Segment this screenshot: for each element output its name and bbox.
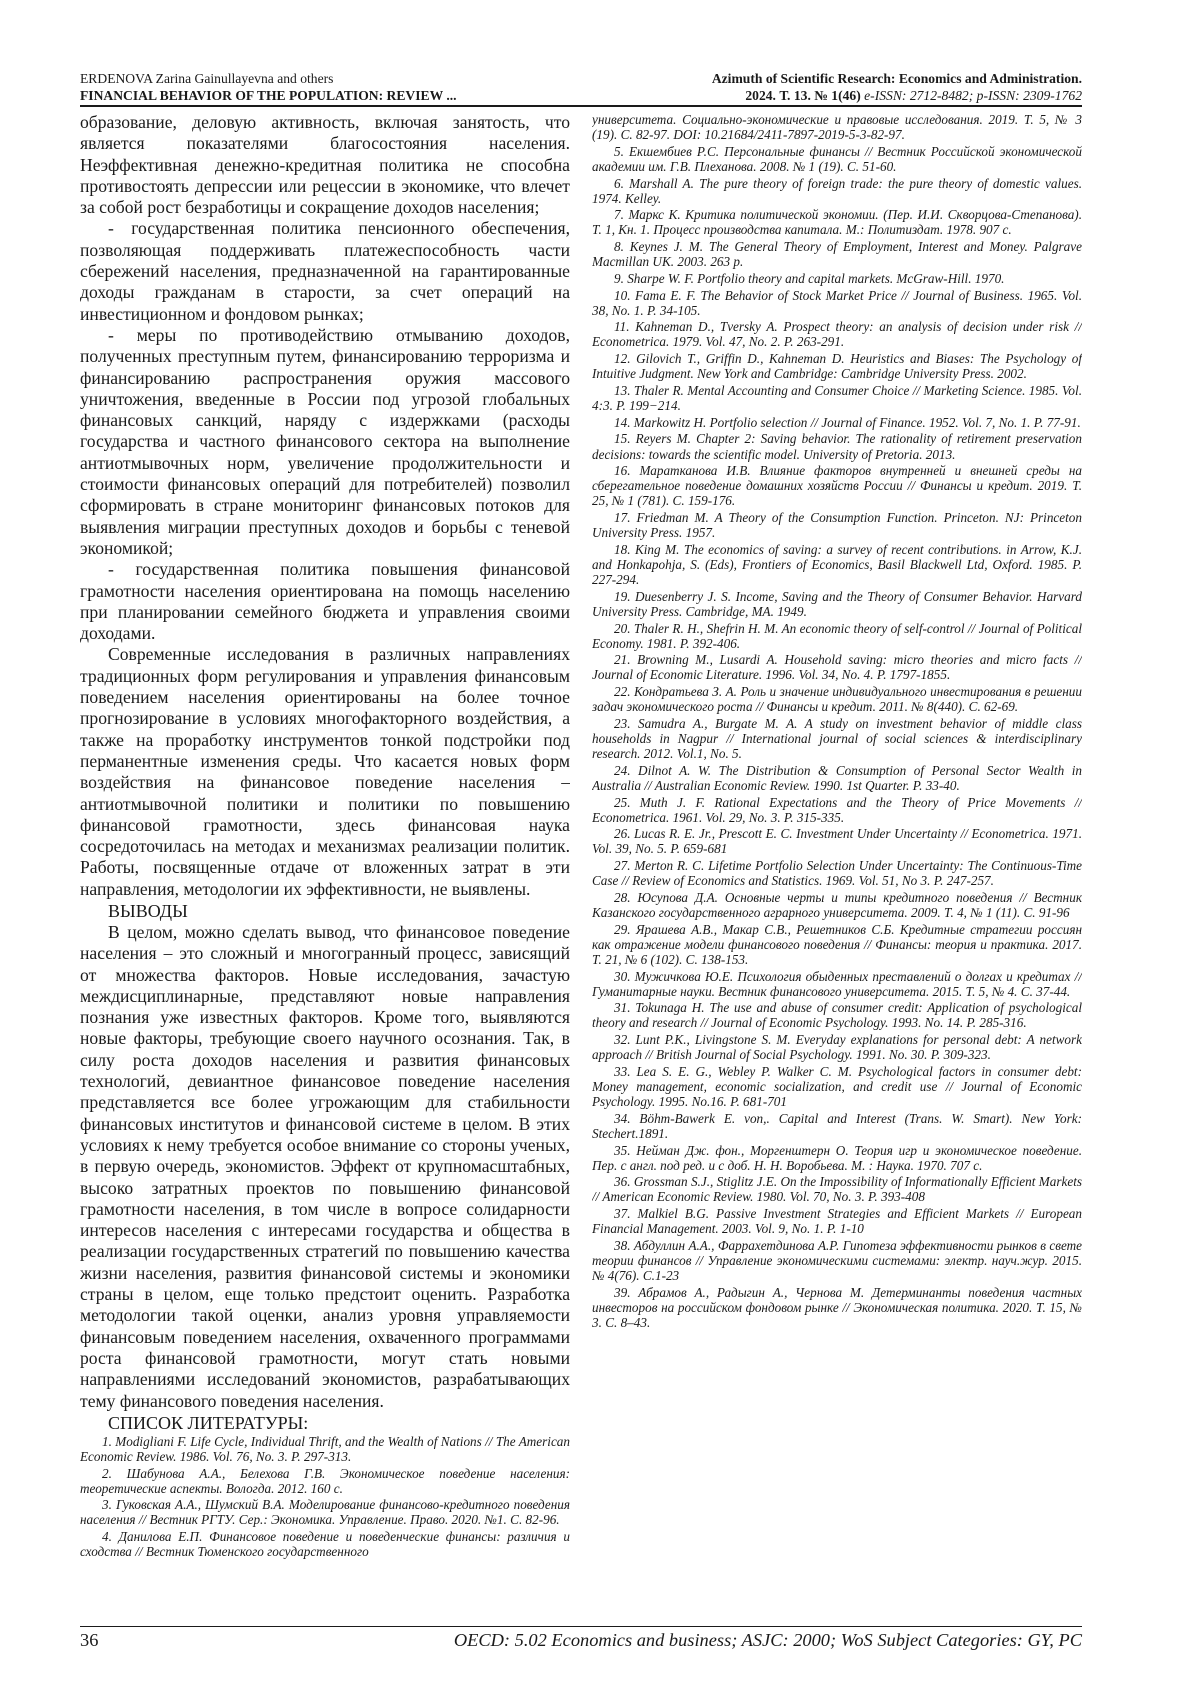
body-paragraph: - государственная политика повышения финансовой грамотности населения ориентирована на помощь населению при планировании семейного бюджета и управления своими доходами. [80,559,570,644]
header-journal-name: Azimuth of Scientific Research: Economics and Administration. [711,71,1082,86]
reference-item: 31. Tokunaga H. The use and abuse of consumer credit: Application of psychological theory and research // Journal of Economic Psychology. 1993. No. 14. P. 285-316. [592,1000,1082,1031]
reference-item: 28. Юсупова Д.А. Основные черты и типы кредитного поведения // Вестник Казанского государственного аграрного университета. 2009. Т. 4, № 1 (11). С. 91-96 [592,889,1082,920]
reference-list-right [592,112,1082,1330]
reference-item: 10. Fama E. F. The Behavior of Stock Market Price // Journal of Business. 1965. Vol. 38, No. 1. P. 34-105. [592,287,1082,318]
reference-item: 17. Friedman M. A Theory of the Consumption Function. Princeton. NJ: Princeton University Press. 1957. [592,510,1082,541]
reference-item: 15. Reyers M. Chapter 2: Saving behavior. The rationality of retirement preservation decisions: towards the scientific model. University of Pretoria. 2013. [592,431,1082,462]
reference-item: 19. Duesenberry J. S. Income, Saving and the Theory of Consumer Behavior. Harvard University Press. Cambridge, MA. 1949. [592,588,1082,619]
reference-item: 4. Данилова Е.П. Финансовое поведение и поведенческие финансы: различия и сходства // Вестник Тюменского государственного [80,1529,570,1560]
body-paragraph: образование, деловую активность, включая занятость, что является показателями благосостояния населения. Неэффективная денежно-кредитная политика не способна противостоять депрессии или рецессии в экономике, что влечет за собой рост безработицы и сокращение доходов населения; [80,112,570,218]
reference-item: 9. Sharpe W. F. Portfolio theory and capital markets. McGraw-Hill. 1970. [614,270,1005,286]
reference-item: 35. Нейман Дж. фон., Моргенштерн О. Теория игр и экономическое поведение. Пер. с англ. под ред. и с доб. Н. Н. Воробьева. М. : Наука. 1970. 707 с. [592,1142,1082,1173]
reference-item: 13. Thaler R. Mental Accounting and Consumer Choice // Marketing Science. 1985. Vol. 4:3. P. 199−214. [592,382,1082,414]
references-heading: СПИСОК ЛИТЕРАТУРЫ: [108,1412,309,1433]
reference-item: 23. Samudra A., Burgate M. A. A study on investment behavior of middle class households in Nagpur // International journal of social sciences & interdisciplinary research. 2012. Vol.1, No. 5. [592,715,1082,762]
reference-item: 29. Ярашева А.В., Макар С.В., Решетников С.Б. Кредитные стратегии россиян как отражение модели финансового поведения // Финансы: теория и практика. 2017. Т. 21, № 6 (102). С. 138-153. [592,921,1082,967]
header-issn: e-ISSN: 2712-8482; p-ISSN: 2309-1762 [860,88,1082,103]
reference-item: 18. King M. The economics of saving: a survey of recent contributions. in Arrow, K.J. and Honkapohja, S. (Eds), Frontiers of Economics, Basil Blackwell Ltd, Oxford. 1985. P. 227-294. [592,541,1082,588]
reference-item: 39. Абрамов А., Радыгин А., Чернова М. Детерминанты поведения частных инвесторов на российском фондовом рынке // Экономическая политика. 2020. Т. 15, № 3. С. 8–43. [592,1284,1082,1330]
reference-item: 36. Grossman S.J., Stiglitz J.E. On the Impossibility of Informationally Efficient Markets // American Economic Review. 1980. Vol. 70, No. 3. P. 393-408 [592,1174,1082,1205]
subject-classification: OECD: 5.02 Economics and business; ASJC: 2000; WoS Subject Categories: GY, PC [453,1630,1082,1650]
reference-item: 24. Dilnot A. W. The Distribution & Consumption of Personal Sector Wealth in Australia // Australian Economic Review. 1990. 1st Quarter. P. 33-40. [592,762,1082,793]
body-text [80,112,570,900]
left-column [80,112,570,1620]
header-article-title: FINANCIAL BEHAVIOR OF THE POPULATION: REVIEW ... [80,88,457,103]
reference-item: 37. Malkiel B.G. Passive Investment Strategies and Efficient Markets // European Financial Management. 2003. Vol. 9, No. 1. P. 1-10 [592,1206,1082,1237]
running-header [80,70,1082,104]
header-left [80,70,457,104]
conclusions-text [80,922,570,1412]
journal-page [80,0,1082,1697]
right-column [592,112,1082,1620]
reference-item: 7. Маркс К. Критика политической экономии. (Пер. И.И. Скворцова-Степанова). Т. 1, Кн. 1. Процесс производства капитала. М.: Политиздат. 1978. 907 с. [592,207,1082,238]
reference-item: 6. Marshall A. The pure theory of foreign trade: the pure theory of domestic values. 1974. Kelley. [592,175,1082,206]
header-rule [80,105,1082,107]
body-paragraph: - государственная политика пенсионного обеспечения, позволяющая поддерживать платежеспособность части сбережений населения, предназначенной на гарантированные доходы гражданам в старости, за счет операций на инвестиционном и фондовом рынках; [80,218,570,324]
page-number: 36 [80,1630,99,1650]
reference-list-left [80,1434,570,1560]
conclusions-heading: ВЫВОДЫ [108,900,188,921]
reference-item: 16. Маратканова И.В. Влияние факторов внутренней и внешней среды на сберегательное поведение домашних хозяйств России // Финансы и кредит. 2019. Т. 25, № 1 (781). С. 159-176. [592,463,1082,509]
reference-item: 26. Lucas R. E. Jr., Prescott E. C. Investment Under Uncertainty // Econometrica. 1971. Vol. 39, No. 5. P. 659-681 [592,826,1082,857]
body-paragraph: - меры по противодействию отмыванию доходов, полученных преступным путем, финансированию терроризма и финансированию распространения оружия массового уничтожения, введенные в России под угрозой глобальных финансовых санкций, наряду с издержками (расходы государства и частного финансового сектора на выполнение антиотмывочных норм, увеличение продолжительности и стоимости финансовых операций для потребителей) позволил сформировать в стране мониторинг финансовых потоков для выявления миграции преступных доходов и борьбы с теневой экономикой; [80,324,570,558]
header-issue-line [712,87,1082,104]
reference-item: 3. Гуковская А.А., Шумский В.А. Моделирование финансово-кредитного поведения населения // Вестник РГТУ. Сер.: Экономика. Управление. Право. 2020. №1. С. 82-96. [80,1497,570,1528]
reference-item: 2. Шабунова А.А., Белехова Г.В. Экономическое поведение населения: теоретические аспекты. Вологда. 2012. 160 с. [80,1465,570,1496]
conclusions-paragraph: В целом, можно сделать вывод, что финансовое поведение населения – это сложный и многогранный процесс, зависящий от множества факторов. Новые исследования, зачастую междисциплинарные, представляют новые направления познания уже известных факторов. Кроме того, выявляются новые факторы, требующие своего научного осознания. Так, в силу роста доходов населения и развития финансовых технологий, девиантное финансовое поведение населения представляется все более угрожающим для стабильности финансовых институтов и финансовой системе в целом. В этих условиях к нему требуется особое внимание со стороны ученых, в первую очередь, экономистов. Эффект от крупномасштабных, высоко затратных проектов по повышению финансовой грамотности населения, в том числе в вопросе солидарности интересов населения с интересами государства и общества в реализации государственных стратегий по повышению качества жизни населения, развития финансовой системы и экономики страны в целом, еще только предстоит оценить. Разработка методологии такой оценки, анализ уровня управляемости финансовым поведением населения, охваченного программами роста финансовой грамотности, могут стать новыми направлениями исследований экономистов, разрабатывающих тему финансового поведения населения. [80,921,570,1411]
reference-item: 11. Kahneman D., Tversky A. Prospect theory: an analysis of decision under risk // Econometrica. 1979. Vol. 47, No. 2. P. 263-291. [592,319,1082,350]
reference-item: 5. Екшембиев Р.С. Персональные финансы // Вестник Российской экономической академии им. Г.В. Плеханова. 2008. № 1 (19). С. 51-60. [592,143,1082,174]
reference-item: 30. Мужичкова Ю.Е. Психология обыденных преставлений о долгах и кредитах // Гуманитарные науки. Вестник финансового университета. 2015. Т. 5, № 4. С. 37-44. [592,968,1082,999]
header-issue: 2024. Т. 13. № 1(46) [745,88,861,103]
reference-item: 21. Browning M., Lusardi A. Household saving: micro theories and micro facts // Journal of Economic Literature. 1996. Vol. 34, No. 4. P. 1797-1855. [592,652,1082,683]
header-right [712,70,1082,104]
reference-item: 20. Thaler R. H., Shefrin H. M. An economic theory of self-control // Journal of Political Economy. 1981. P. 392-406. [592,620,1082,651]
reference-item: 38. Абдуллин А.А., Фаррахетдинова А.Р. Гипотеза эффективности рынков в свете теории финансов // Управление экономическими системами: электр. науч.жур. 2015. № 4(76). С.1-23 [592,1237,1082,1284]
reference-item: 34. Böhm-Bawerk E. von,. Capital and Interest (Trans. W. Smart). New York: Stechert.1891. [592,1110,1082,1141]
reference-item: 25. Muth J. F. Rational Expectations and the Theory of Price Movements // Econometrica. 1961. Vol. 29, No. 3. P. 315-335. [592,794,1082,825]
reference-item: 12. Gilovich T., Griffin D., Kahneman D. Heuristics and Biases: The Psychology of Intuitive Judgment. New York and Cambridge: Cambridge University Press. 2002. [592,351,1082,382]
footer-rule [80,1626,1082,1627]
page-footer [80,1630,1082,1658]
reference-item: 1. Modigliani F. Life Cycle, Individual Thrift, and the Wealth of Nations // The American Economic Review. 1986. Vol. 76, No. 3. P. 297-313. [80,1433,570,1464]
reference-item: 33. Lea S. E. G., Webley P. Walker C. M. Psychological factors in consumer debt: Money management, economic socialization, and credit use // Journal of Economic Psychology. 1995. No.16. P. 681-701 [592,1063,1082,1110]
reference-item-continuation: университета. Социально-экономические и правовые исследования. 2019. Т. 5, № 3 (19). С. 82-97. DOI: 10.21684/2411-7897-2019-5-3-82-97. [592,112,1082,143]
header-authors: ERDENOVA Zarina Gainullayevna and others [80,71,334,86]
reference-item: 22. Кондратьева З. А. Роль и значение индивидуального инвестирования в решении задач экономического роста // Финансы и кредит. 2011. № 8(440). С. 62-69. [592,684,1082,715]
reference-item: 27. Merton R. C. Lifetime Portfolio Selection Under Uncertainty: The Continuous-Time Case // Review of Economics and Statistics. 1969. Vol. 51, No 3. P. 247-257. [592,858,1082,889]
body-paragraph: Современные исследования в различных направлениях традиционных форм регулирования и управления финансовым поведением населения ориентированы на более точное прогнозирование в условиях многофакторного воздействия, а также на проработку инструментов тонкой подстройки под перманентные изменения среды. Что касается новых форм воздействия на финансовое поведение населения – антиотмывочной политики и политики по повышению финансовой грамотности, здесь финансовая наука сосредоточилась на методах и механизмах реализации политик. Работы, посвященные отдаче от вложенных затрат в эти направления, методологии их эффективности, не выявлены. [80,644,570,899]
reference-item: 8. Keynes J. M. The General Theory of Employment, Interest and Money. Palgrave Macmillan UK. 2003. 263 p. [592,239,1082,270]
reference-item: 14. Markowitz H. Portfolio selection // Journal of Finance. 1952. Vol. 7, No. 1. P. 77-91. [614,414,1081,430]
reference-item: 32. Lunt P.K., Livingstone S. M. Everyday explanations for personal debt: A network approach // British Journal of Social Psychology. 1991. No. 30. P. 309-323. [592,1032,1082,1063]
